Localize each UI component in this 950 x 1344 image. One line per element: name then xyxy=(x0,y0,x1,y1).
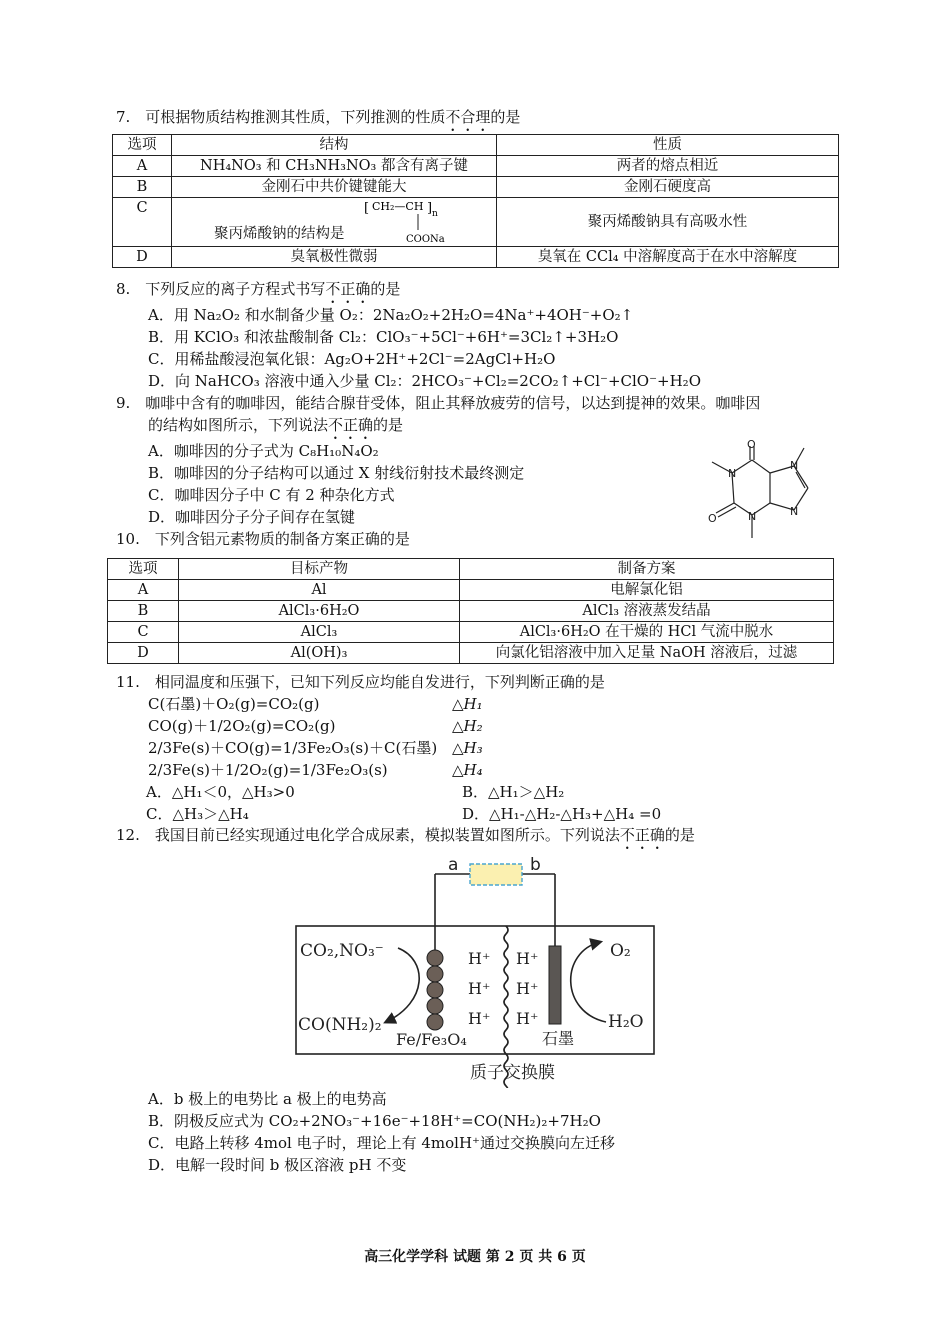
q11-enthalpy: △H₂ xyxy=(452,717,483,735)
table-cell: AlCl₃·6H₂O xyxy=(179,601,460,622)
q10-table xyxy=(107,558,834,664)
q12-option-c: C．电路上转移 4mol 电子时，理论上有 4molH⁺通过交换膜向左迁移 xyxy=(148,1134,615,1152)
q11-enthalpy: △H₃ xyxy=(452,739,483,757)
table-cell: 聚丙烯酸钠具有高吸水性 xyxy=(497,198,839,247)
table-row xyxy=(108,601,834,622)
table-header-row xyxy=(113,135,839,156)
polymer-structure-diagram xyxy=(362,198,472,246)
fe-electrode xyxy=(427,950,443,1030)
table-row xyxy=(113,247,839,268)
page-footer: 高三化学学科 试题 第 2 页 共 6 页 xyxy=(364,1249,586,1265)
table-cell: C xyxy=(108,622,179,643)
label-fe-electrode: Fe/Fe₃O₄ xyxy=(396,1030,467,1049)
polymer-group: COONa xyxy=(406,234,445,245)
table-header: 选项 xyxy=(113,135,172,156)
atom-o: O xyxy=(747,438,756,451)
electrolysis-cell-diagram xyxy=(290,852,662,1088)
table-cell: AlCl₃ 溶液蒸发结晶 xyxy=(460,601,834,622)
label-a: a xyxy=(448,855,459,875)
proton-label: H⁺ xyxy=(516,979,539,998)
label-membrane: 质子交换膜 xyxy=(470,1063,555,1083)
q7-stem: 7. 可根据物质结构推测其性质，下列推测的性质不合理的是 xyxy=(116,108,521,126)
graphite-electrode xyxy=(549,946,561,1024)
table-cell: 电解氯化铝 xyxy=(460,580,834,601)
q12-option-a: A．b 极上的电势比 a 极上的电势高 xyxy=(148,1090,387,1108)
atom-n: N xyxy=(790,505,799,518)
q9-option-c: C．咖啡因分子中 C 有 2 种杂化方式 xyxy=(148,486,395,504)
label-b: b xyxy=(530,855,541,875)
q11-reaction: 2/3Fe(s)＋1/2O₂(g)=1/3Fe₂O₃(s) xyxy=(148,761,388,779)
table-cell: Al(OH)₃ xyxy=(179,643,460,664)
atom-o: O xyxy=(708,512,717,525)
q11-option-b: B．△H₁＞△H₂ xyxy=(462,783,565,801)
table-cell: A xyxy=(113,156,172,177)
table-row xyxy=(113,156,839,177)
table-cell: 臭氧在 CCl₄ 中溶解度高于在水中溶解度 xyxy=(497,247,839,268)
table-cell: D xyxy=(113,247,172,268)
table-cell: AlCl₃·6H₂O 在干燥的 HCl 气流中脱水 xyxy=(460,622,834,643)
table-cell: 金刚石硬度高 xyxy=(497,177,839,198)
q7-table xyxy=(112,134,839,268)
q10-stem: 10. 下列含铝元素物质的制备方案正确的是 xyxy=(116,530,410,548)
q8-stem: 8. 下列反应的离子方程式书写不正确的是 xyxy=(116,280,401,298)
table-cell: D xyxy=(108,643,179,664)
label-water: H₂O xyxy=(608,1012,644,1032)
q11-stem: 11. 相同温度和压强下，已知下列反应均能自发进行，下列判断正确的是 xyxy=(116,673,605,691)
q9-option-d: D．咖啡因分子分子间存在氢键 xyxy=(148,508,356,526)
table-cell: 向氯化铝溶液中加入足量 NaOH 溶液后，过滤 xyxy=(460,643,834,664)
q9-option-a: A．咖啡因的分子式为 C₈H₁₀N₄O₂ xyxy=(148,442,379,460)
label-urea: CO(NH₂)₂ xyxy=(298,1015,382,1035)
polymer-chain: CH₂—CH xyxy=(372,200,424,213)
q12-option-b: B．阴极反应式为 CO₂+2NO₃⁻+16e⁻+18H⁺=CO(NH₂)₂+7H₂O xyxy=(148,1112,601,1130)
q11-enthalpy: △H₄ xyxy=(452,761,483,779)
proton-label: H⁺ xyxy=(516,949,539,968)
label-reactants: CO₂,NO₃⁻ xyxy=(300,941,384,961)
svg-text:[: [ xyxy=(364,201,370,216)
table-header: 性质 xyxy=(497,135,839,156)
polymer-n: n xyxy=(432,209,438,219)
q11-reaction: 2/3Fe(s)＋CO(g)=1/3Fe₂O₃(s)＋C(石墨) xyxy=(148,739,438,757)
q8-option-c: C．用稀盐酸浸泡氧化银：Ag₂O+2H⁺+2Cl⁻=2AgCl+H₂O xyxy=(148,350,556,368)
atom-n: N xyxy=(790,459,799,472)
table-cell: NH₄NO₃ 和 CH₃NH₃NO₃ 都含有离子键 xyxy=(172,156,497,177)
q9-stem-line2: 的结构如图所示，下列说法不正确的是 xyxy=(148,416,404,434)
table-cell: Al xyxy=(179,580,460,601)
table-cell: AlCl₃ xyxy=(179,622,460,643)
table-header: 目标产物 xyxy=(179,559,460,580)
label-graphite: 石墨 xyxy=(542,1029,575,1048)
q11-enthalpy: △H₁ xyxy=(452,695,483,713)
q9-stem-line1: 9. 咖啡中含有的咖啡因，能结合腺苷受体，阻止其释放疲劳的信号，以达到提神的效果。咖啡因 xyxy=(116,394,761,412)
proton-label: H⁺ xyxy=(516,1009,539,1028)
table-row xyxy=(108,622,834,643)
caffeine-structure-diagram xyxy=(690,438,830,553)
power-source xyxy=(470,864,522,885)
q8-option-d: D．向 NaHCO₃ 溶液中通入少量 Cl₂：2HCO₃⁻+Cl₂=2CO₂↑+Cl⁻+ClO⁻+H₂O xyxy=(148,372,701,390)
q9-option-b: B．咖啡因的分子结构可以通过 X 射线衍射技术最终测定 xyxy=(148,464,525,482)
table-cell: C xyxy=(113,198,172,247)
table-header: 选项 xyxy=(108,559,179,580)
svg-text:]: ] xyxy=(427,201,433,216)
table-row xyxy=(113,198,839,247)
q8-option-a: A．用 Na₂O₂ 和水制备少量 O₂：2Na₂O₂+2H₂O=4Na⁺+4OH⁻+O₂↑ xyxy=(148,306,634,324)
table-cell-polymer xyxy=(172,198,497,247)
table-cell: B xyxy=(113,177,172,198)
q11-option-d: D．△H₁-△H₂-△H₃+△H₄ =0 xyxy=(462,805,662,823)
q11-option-a: A．△H₁＜0，△H₃>0 xyxy=(146,783,295,801)
table-header: 结构 xyxy=(172,135,497,156)
atom-n: N xyxy=(748,510,757,523)
table-header: 制备方案 xyxy=(460,559,834,580)
table-cell: A xyxy=(108,580,179,601)
q11-option-c: C．△H₃＞△H₄ xyxy=(146,805,249,823)
table-cell: 两者的熔点相近 xyxy=(497,156,839,177)
q12-option-d: D．电解一段时间 b 极区溶液 pH 不变 xyxy=(148,1156,407,1174)
q11-reaction: CO(g)＋1/2O₂(g)=CO₂(g) xyxy=(148,717,336,735)
table-row xyxy=(113,177,839,198)
polymer-label: 聚丙烯酸钠的结构是 xyxy=(214,226,345,242)
table-row xyxy=(108,580,834,601)
table-cell: 金刚石中共价键键能大 xyxy=(172,177,497,198)
q8-option-b: B．用 KClO₃ 和浓盐酸制备 Cl₂：ClO₃⁻+5Cl⁻+6H⁺=3Cl₂↑+3H₂O xyxy=(148,328,619,346)
atom-n: N xyxy=(728,467,737,480)
table-cell: 臭氧极性微弱 xyxy=(172,247,497,268)
proton-label: H⁺ xyxy=(468,1009,491,1028)
proton-label: H⁺ xyxy=(468,979,491,998)
q12-stem: 12. 我国目前已经实现通过电化学合成尿素，模拟装置如图所示。下列说法不正确的是 xyxy=(116,826,695,844)
q11-reaction: C(石墨)＋O₂(g)=CO₂(g) xyxy=(148,695,320,713)
table-header-row xyxy=(108,559,834,580)
proton-label: H⁺ xyxy=(468,949,491,968)
table-row xyxy=(108,643,834,664)
label-oxygen: O₂ xyxy=(610,941,631,961)
table-cell: B xyxy=(108,601,179,622)
